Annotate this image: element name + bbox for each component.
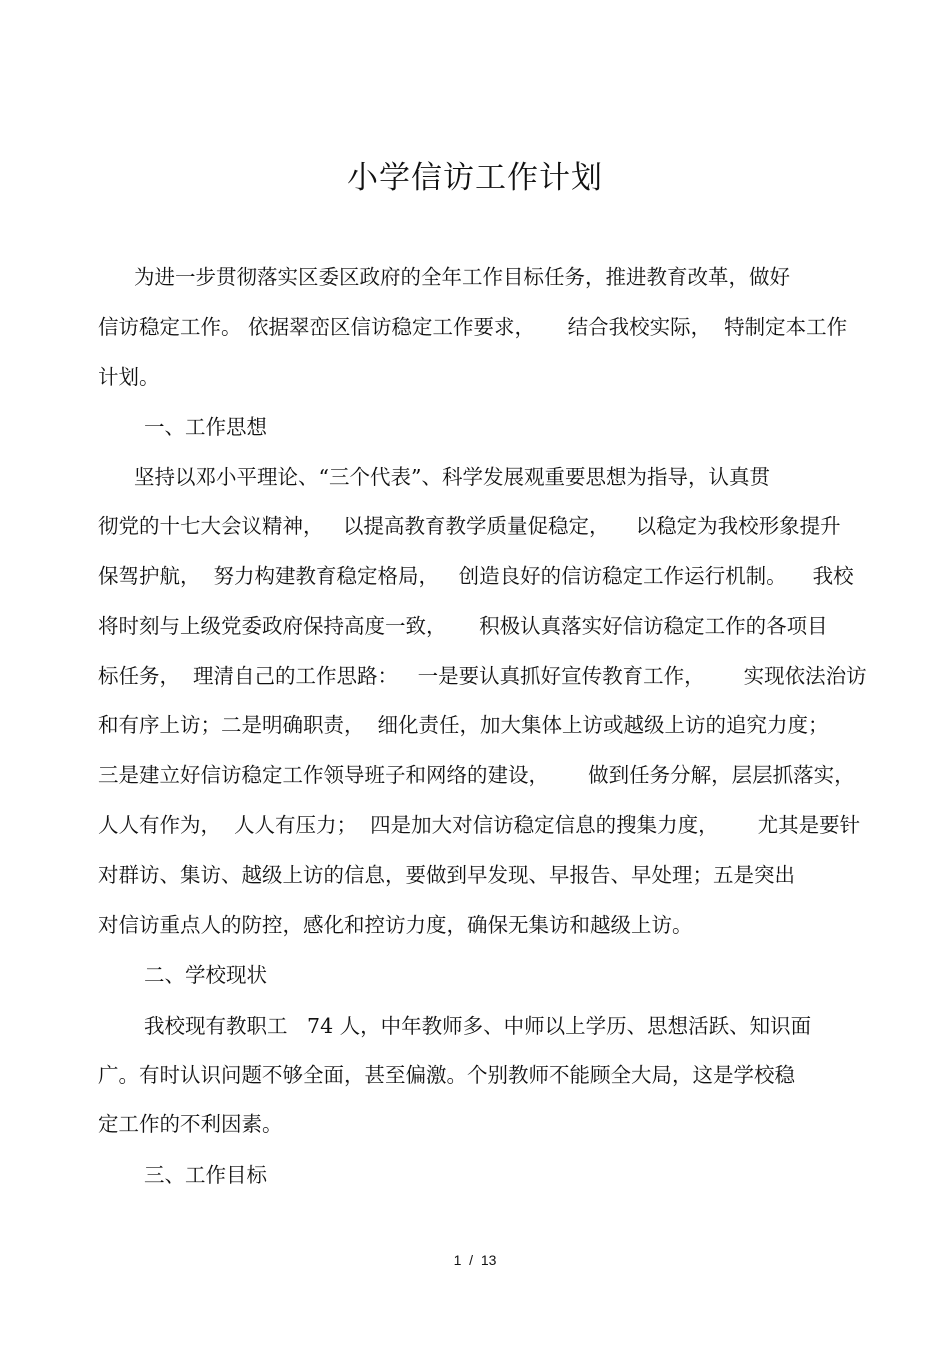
section-1-line-3: 保驾护航， 努力构建教育稳定格局， 创造良好的信访稳定工作运行机制。 我校 (98, 564, 854, 588)
section-1-line-4: 将时刻与上级党委政府保持高度一致， 积极认真落实好信访稳定工作的各项目 (98, 614, 828, 638)
section-2-line-3: 定工作的不利因素。 (98, 1112, 283, 1136)
document-title: 小学信访工作计划 (347, 160, 603, 196)
section-1-line-8: 人人有作为， 人人有压力； 四是加大对信访稳定信息的搜集力度， 尤其是要针 (98, 813, 861, 837)
intro-line-3: 计划。 (98, 365, 160, 389)
page-number: 1 / 13 (453, 1252, 497, 1268)
intro-line-1: 为进一步贯彻落实区委区政府的全年工作目标任务，推进教育改革，做好 (134, 265, 790, 289)
section-1-line-10: 对信访重点人的防控，感化和控访力度，确保无集访和越级上访。 (98, 913, 693, 937)
section-1-line-2: 彻党的十七大会议精神， 以提高教育教学质量促稳定， 以稳定为我校形象提升 (98, 514, 841, 538)
section-heading-3: 三、工作目标 (144, 1163, 267, 1187)
section-2-line-2: 广。有时认识问题不够全面，甚至偏激。个别教师不能顾全大局，这是学校稳 (98, 1063, 795, 1087)
section-1-line-7: 三是建立好信访稳定工作领导班子和网络的建设， 做到任务分解，层层抓落实， (98, 763, 855, 787)
section-1-line-6: 和有序上访；二是明确职责， 细化责任，加大集体上访或越级上访的追究力度； (98, 713, 829, 737)
section-1-line-1: 坚持以邓小平理论、“三个代表”、科学发展观重要思想为指导，认真贯 (134, 465, 770, 489)
section-heading-1: 一、工作思想 (144, 415, 267, 439)
section-2-line-1: 我校现有教职工 74 人，中年教师多、中师以上学历、思想活跃、知识面 (144, 1014, 812, 1038)
section-heading-2: 二、学校现状 (144, 963, 267, 987)
section-1-line-5: 标任务， 理清自己的工作思路： 一是要认真抓好宣传教育工作， 实现依法治访 (98, 664, 867, 688)
section-1-line-9: 对群访、集访、越级上访的信息，要做到早发现、早报告、早处理；五是突出 (98, 863, 795, 887)
intro-line-2: 信访稳定工作。 依据翠峦区信访稳定工作要求， 结合我校实际， 特制定本工作 (98, 315, 848, 339)
